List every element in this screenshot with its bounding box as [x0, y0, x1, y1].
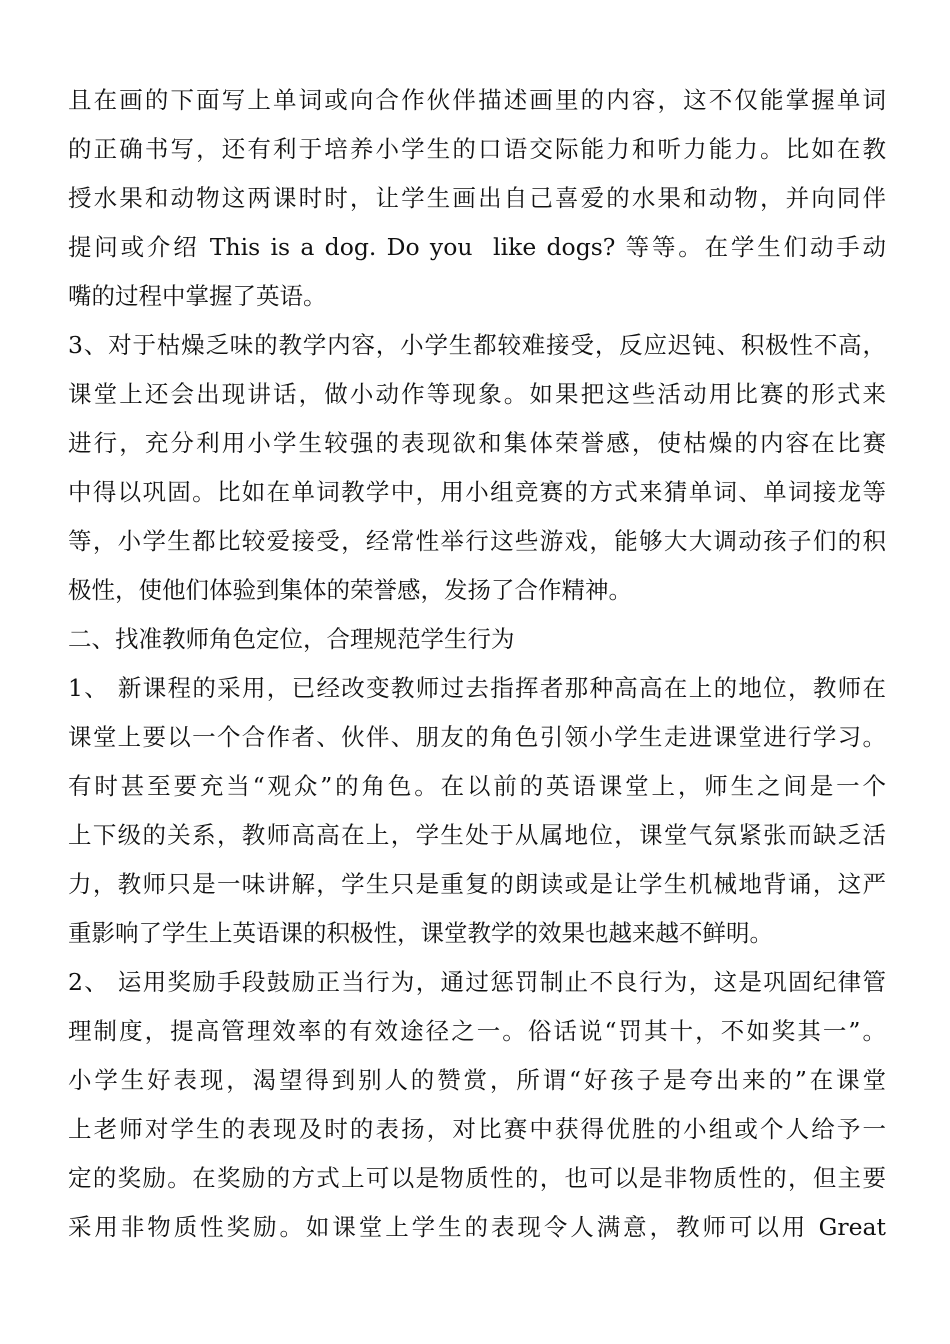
- text-line: 提问或介绍 This is a dog. Do you like dogs? 等等。在学生们动手动: [68, 233, 886, 261]
- text-line: 理制度，提高管理效率的有效途径之一。俗话说“罚其十，不如奖其一”。: [68, 1017, 886, 1045]
- text-line: 等，小学生都比较爱接受，经常性举行这些游戏，能够大大调动孩子们的积: [68, 527, 886, 555]
- text-line: 嘴的过程中掌握了英语。: [68, 282, 327, 310]
- section-heading: 二、找准教师角色定位，合理规范学生行为: [68, 625, 515, 653]
- text-line: 小学生好表现，渴望得到别人的赞赏，所谓“好孩子是夸出来的”在课堂: [68, 1066, 886, 1094]
- text-line: 重影响了学生上英语课的积极性，课堂教学的效果也越来越不鲜明。: [68, 919, 773, 947]
- text-line: 有时甚至要充当“观众”的角色。在以前的英语课堂上，师生之间是一个: [68, 772, 886, 800]
- text-line: 3、对于枯燥乏味的教学内容，小学生都较难接受，反应迟钝、积极性不高，: [68, 331, 886, 359]
- text-line: 上老师对学生的表现及时的表扬，对比赛中获得优胜的小组或个人给予一: [68, 1115, 886, 1143]
- text-line: 采用非物质性奖励。如课堂上学生的表现令人满意，教师可以用 Great: [68, 1213, 886, 1241]
- text-line: 1、 新课程的采用，已经改变教师过去指挥者那种高高在上的地位，教师在: [68, 674, 886, 702]
- text-line: 力，教师只是一味讲解，学生只是重复的朗读或是让学生机械地背诵，这严: [68, 870, 886, 898]
- text-line: 进行，充分利用小学生较强的表现欲和集体荣誉感，使枯燥的内容在比赛: [68, 429, 886, 457]
- text-line: 定的奖励。在奖励的方式上可以是物质性的，也可以是非物质性的，但主要: [68, 1164, 886, 1192]
- text-line: 2、 运用奖励手段鼓励正当行为，通过惩罚制止不良行为，这是巩固纪律管: [68, 968, 886, 996]
- text-line: 课堂上要以一个合作者、伙伴、朋友的角色引领小学生走进课堂进行学习。: [68, 723, 886, 751]
- text-line: 极性，使他们体验到集体的荣誉感，发扬了合作精神。: [68, 576, 632, 604]
- text-line: 上下级的关系，教师高高在上，学生处于从属地位，课堂气氛紧张而缺乏活: [68, 821, 886, 849]
- text-line: 且在画的下面写上单词或向合作伙伴描述画里的内容，这不仅能掌握单词: [68, 86, 886, 114]
- text-line: 授水果和动物这两课时时，让学生画出自己喜爱的水果和动物，并向同伴: [68, 184, 886, 212]
- text-line: 课堂上还会出现讲话，做小动作等现象。如果把这些活动用比赛的形式来: [68, 380, 886, 408]
- text-line: 中得以巩固。比如在单词教学中，用小组竞赛的方式来猜单词、单词接龙等: [68, 478, 886, 506]
- text-line: 的正确书写，还有利于培养小学生的口语交际能力和听力能力。比如在教: [68, 135, 886, 163]
